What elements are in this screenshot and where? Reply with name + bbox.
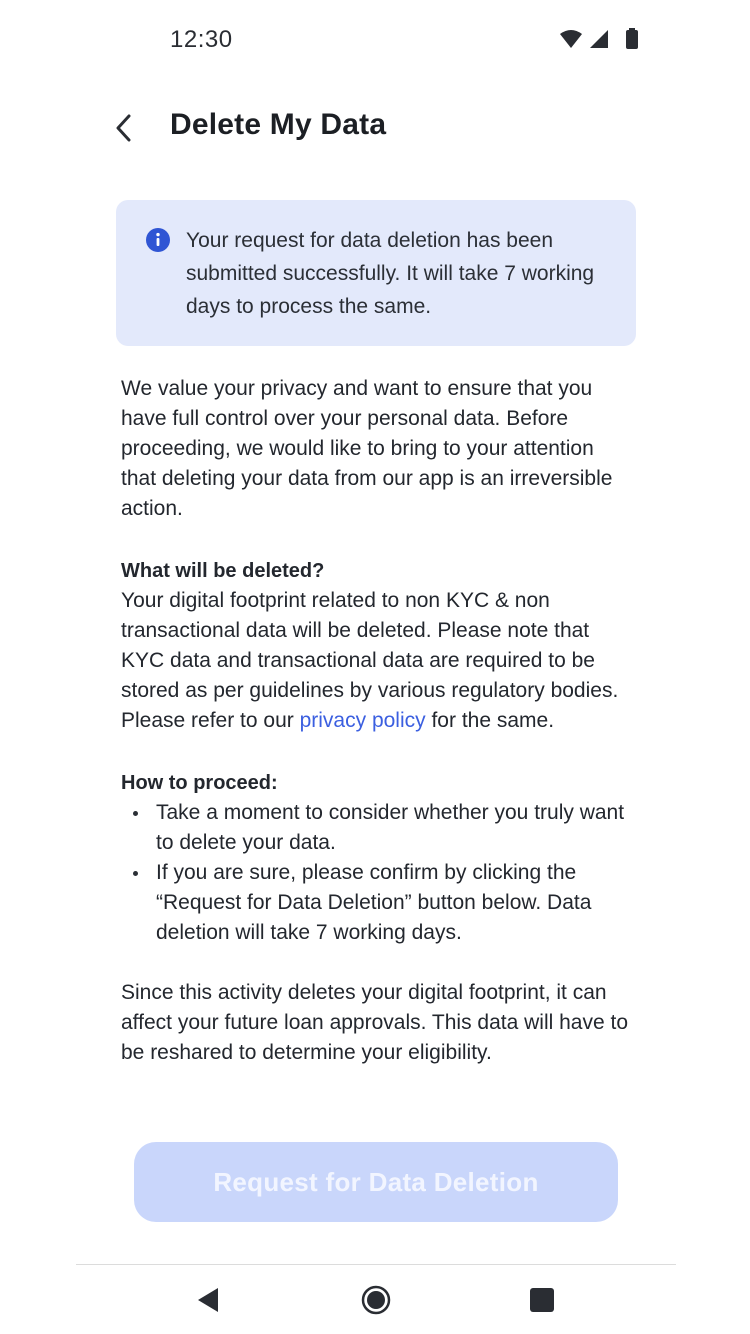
cellular-signal-icon (590, 30, 608, 48)
status-time: 12:30 (170, 26, 233, 53)
what-deleted-heading: What will be deleted? (121, 560, 325, 582)
nav-divider (76, 1264, 676, 1265)
wifi-icon (560, 30, 582, 48)
status-bar (0, 0, 750, 84)
back-button[interactable] (104, 104, 144, 152)
how-to-proceed-list (121, 798, 631, 948)
footer-note: Since this activity deletes your digital footprint, it can affect your future loan approvals. This data will have to be reshared to determine your eligibility. (121, 981, 629, 1064)
nav-home-button[interactable] (356, 1284, 396, 1316)
what-deleted-text-end: for the same. (425, 709, 555, 732)
how-to-proceed-heading: How to proceed: (121, 772, 278, 794)
nav-home-icon (361, 1285, 391, 1315)
bullet-icon (133, 871, 138, 876)
request-data-deletion-button[interactable]: Request for Data Deletion (134, 1142, 618, 1222)
nav-back-icon (196, 1287, 220, 1313)
what-deleted-paragraph (121, 586, 631, 736)
list-item (121, 798, 631, 858)
list-item (121, 858, 631, 948)
info-banner-text: Your request for data deletion has been submitted successfully. It will take 7 working days to process the same. (186, 229, 595, 318)
chevron-left-icon (113, 113, 135, 143)
app-header (0, 96, 750, 160)
nav-recents-icon (529, 1287, 555, 1313)
privacy-policy-link[interactable]: privacy policy (299, 709, 426, 732)
nav-back-button[interactable] (188, 1284, 228, 1316)
bullet-icon (133, 811, 138, 816)
page-title: Delete My Data (170, 108, 387, 141)
intro-paragraph: We value your privacy and want to ensure that you have full control over your personal data. Before proceeding, we would like to bring to your attention that deleting your data from our app is an irreversible action. (121, 377, 613, 520)
list-item-text: If you are sure, please confirm by clicking the “Request for Data Deletion” button below. Data deletion will take 7 working days. (156, 861, 592, 944)
battery-icon (626, 30, 638, 49)
nav-recents-button[interactable] (522, 1284, 562, 1316)
system-nav-bar (0, 1266, 750, 1334)
status-icons (560, 28, 644, 54)
list-item-text: Take a moment to consider whether you truly want to delete your data. (156, 801, 625, 854)
main-content (121, 374, 631, 1068)
info-icon (146, 228, 170, 252)
info-banner (116, 200, 636, 346)
what-deleted-text: Your digital footprint related to non KYC & non transactional data will be deleted. Please note that KYC data and transactional data are required to be stored as per guidelines by various regulatory bodies. Please refer to our (121, 589, 619, 732)
